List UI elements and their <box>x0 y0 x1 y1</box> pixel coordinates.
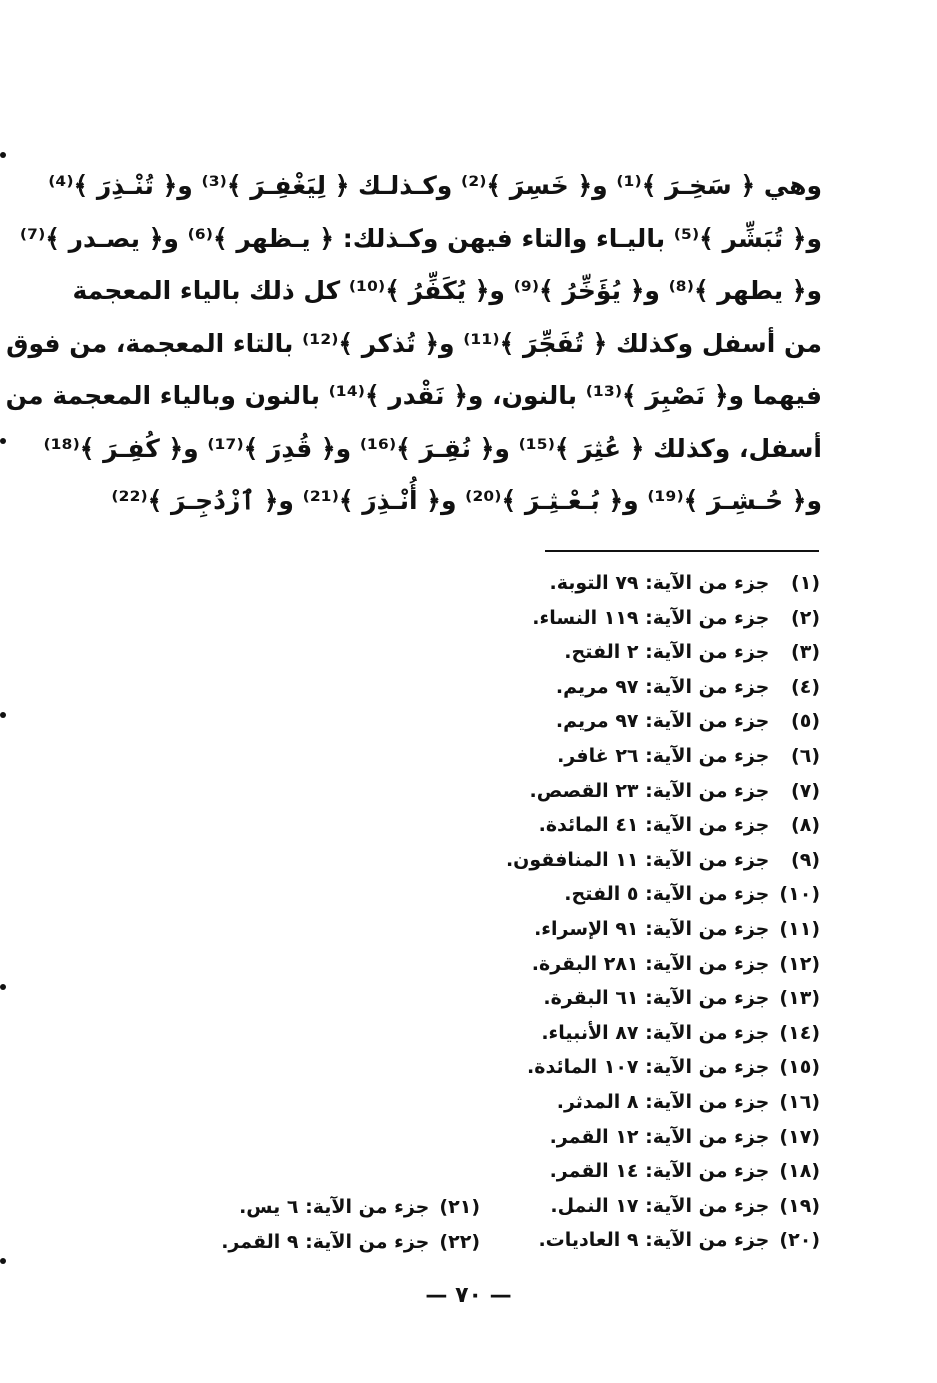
footnote <box>420 566 820 601</box>
text-line: و﴿ تُبَشِّر ﴾⁽⁵⁾ باليـاء والتاء فيهن وكـذلك: ﴿ يـظهر ﴾⁽⁶⁾ و﴿ يصـدر ﴾⁽⁷⁾ <box>19 223 822 253</box>
footnote <box>420 704 820 739</box>
footnote-text: جزء من الآية: ٩ القمر. <box>221 1230 430 1253</box>
main-text <box>5 160 822 528</box>
footnote <box>420 1223 820 1258</box>
footnote-text: جزء من الآية: ٩٧ مريم. <box>555 675 770 698</box>
footnote-text: جزء من الآية: ٨٧ الأنبياء. <box>541 1021 770 1044</box>
footnotes-column-right <box>420 566 820 1258</box>
footnote-text: جزء من الآية: ٦ يس. <box>239 1196 430 1218</box>
footnote-text: جزء من الآية: ٤١ المائدة. <box>538 814 770 837</box>
footnote-number: (٧) <box>791 779 820 802</box>
footnote <box>420 912 820 947</box>
footnote-text: جزء من الآية: ٦١ البقرة. <box>543 987 770 1010</box>
footnote-number: (١٣) <box>779 987 820 1010</box>
margin-mark <box>0 152 6 158</box>
footnote <box>420 1016 820 1051</box>
footnote <box>420 1120 820 1155</box>
text-line: وهي ﴿ سَخِـرَ ﴾⁽¹⁾ و﴿ خَسِرَ ﴾⁽²⁾ وكـذلـك ﴿ لِيَغْفِـرَ ﴾⁽³⁾ و﴿ تُنْـذِرَ ﴾⁽⁴⁾ <box>48 171 822 200</box>
footnote-text: جزء من الآية: ٩ العاديات. <box>538 1229 770 1252</box>
footnote-number: (١٤) <box>779 1021 820 1044</box>
footnote <box>420 635 820 670</box>
footnote-number: (٣) <box>791 641 820 664</box>
footnote <box>420 877 820 912</box>
footnote-number: (٩) <box>791 848 820 871</box>
footnote-text: جزء من الآية: ٩١ الإسراء. <box>534 917 770 940</box>
footnote <box>420 1085 820 1120</box>
footnote-text: جزء من الآية: ١٤ القمر. <box>549 1160 770 1183</box>
footnote-number: (١٩) <box>779 1194 820 1217</box>
footnote-number: (١٠) <box>779 883 820 906</box>
footnote <box>420 774 820 809</box>
footnote-text: جزء من الآية: ٧٩ التوبة. <box>549 572 770 594</box>
margin-mark <box>0 984 6 990</box>
margin-mark <box>0 1258 6 1264</box>
footnote-text: جزء من الآية: ١١٩ النساء. <box>532 606 770 629</box>
footnote <box>420 1154 820 1189</box>
footnote <box>420 843 820 878</box>
text-line: و﴿ حُـشِـرَ ﴾⁽¹⁹⁾ و﴿ بُـعْـثِـرَ ﴾⁽²⁰⁾ و﴿ أُنْـذِرَ ﴾⁽²¹⁾ و﴿ ٱزْدُجِـرَ ﴾⁽²²⁾ <box>111 486 822 515</box>
footnote <box>420 601 820 636</box>
footnotes-column-left <box>150 1190 480 1259</box>
footnote-text: جزء من الآية: ١٧ النمل. <box>550 1194 770 1217</box>
footnote-text: جزء من الآية: ١٢ القمر. <box>549 1125 770 1148</box>
footnote-text: جزء من الآية: ١٠٧ المائدة. <box>527 1056 770 1079</box>
footnote-number: (١٨) <box>779 1160 820 1183</box>
footnote-number: (٢) <box>791 606 820 629</box>
footnote-number: (١١) <box>779 917 820 940</box>
footnote-number: (٥) <box>791 710 820 733</box>
footnote <box>420 670 820 705</box>
footnote <box>420 981 820 1016</box>
footnote <box>420 1050 820 1085</box>
footnote-number: (١٢) <box>779 952 820 975</box>
page-number: — ٧٠ — <box>425 1283 512 1308</box>
footnote-text: جزء من الآية: ٢ الفتح. <box>564 641 770 664</box>
footnote-number: (٦) <box>791 744 820 767</box>
footnote-number: (٢٠) <box>779 1229 820 1252</box>
footnote <box>420 808 820 843</box>
text-line: أسفل، وكذلك ﴿ عُثِرَ ﴾⁽¹⁵⁾ و﴿ نُقِـرَ ﴾⁽¹⁶⁾ و﴿ قُدِرَ ﴾⁽¹⁷⁾ و﴿ كُفِـرَ ﴾⁽¹⁸⁾ <box>43 433 822 463</box>
footnote <box>150 1190 480 1225</box>
footnote-text: جزء من الآية: ٥ الفتح. <box>564 883 770 906</box>
footnote <box>420 1189 820 1224</box>
footnote-number: (١) <box>791 572 820 594</box>
footnote-text: جزء من الآية: ٢٦ غافر. <box>557 744 770 767</box>
footnote <box>150 1225 480 1260</box>
footnote-number: (٢٢) <box>439 1230 480 1253</box>
footnote <box>420 739 820 774</box>
footnote-text: جزء من الآية: ٩٧ مريم. <box>555 710 770 733</box>
footnote-text: جزء من الآية: ١١ المنافقون. <box>505 848 770 871</box>
footnote <box>420 947 820 982</box>
footnote-number: (٤) <box>791 675 820 698</box>
footnote-number: (٢١) <box>439 1196 480 1218</box>
text-line: فيهما و﴿ نَصْبِرَ ﴾⁽¹³⁾ بالنون، و﴿ نَقْدر ﴾⁽¹⁴⁾ بالنون وبالياء المعجمة من <box>5 381 822 410</box>
footnote-text: جزء من الآية: ٢٣ القصص. <box>529 779 770 802</box>
footnote-number: (١٦) <box>779 1090 820 1113</box>
footnote-number: (٨) <box>791 814 820 837</box>
footnote-text: جزء من الآية: ٢٨١ البقرة. <box>531 952 770 975</box>
margin-mark <box>0 438 6 444</box>
footnote-text: جزء من الآية: ٨ المدثر. <box>556 1090 770 1113</box>
footnote-number: (١٧) <box>779 1125 820 1148</box>
margin-mark <box>0 712 6 718</box>
text-line: من أسفل وكذلك ﴿ تُفَجِّرَ ﴾⁽¹¹⁾ و﴿ تُذكر ﴾⁽¹²⁾ بالتاء المعجمة، من فوق <box>6 328 822 358</box>
footnote-separator <box>545 550 819 552</box>
footnote-number: (١٥) <box>779 1056 820 1079</box>
text-line: و﴿ يطهر ﴾⁽⁸⁾ و﴿ يُؤَخِّرُ ﴾⁽⁹⁾ و﴿ يُكَفِّرُ ﴾⁽¹⁰⁾ كل ذلك بالياء المعجمة <box>72 276 822 305</box>
